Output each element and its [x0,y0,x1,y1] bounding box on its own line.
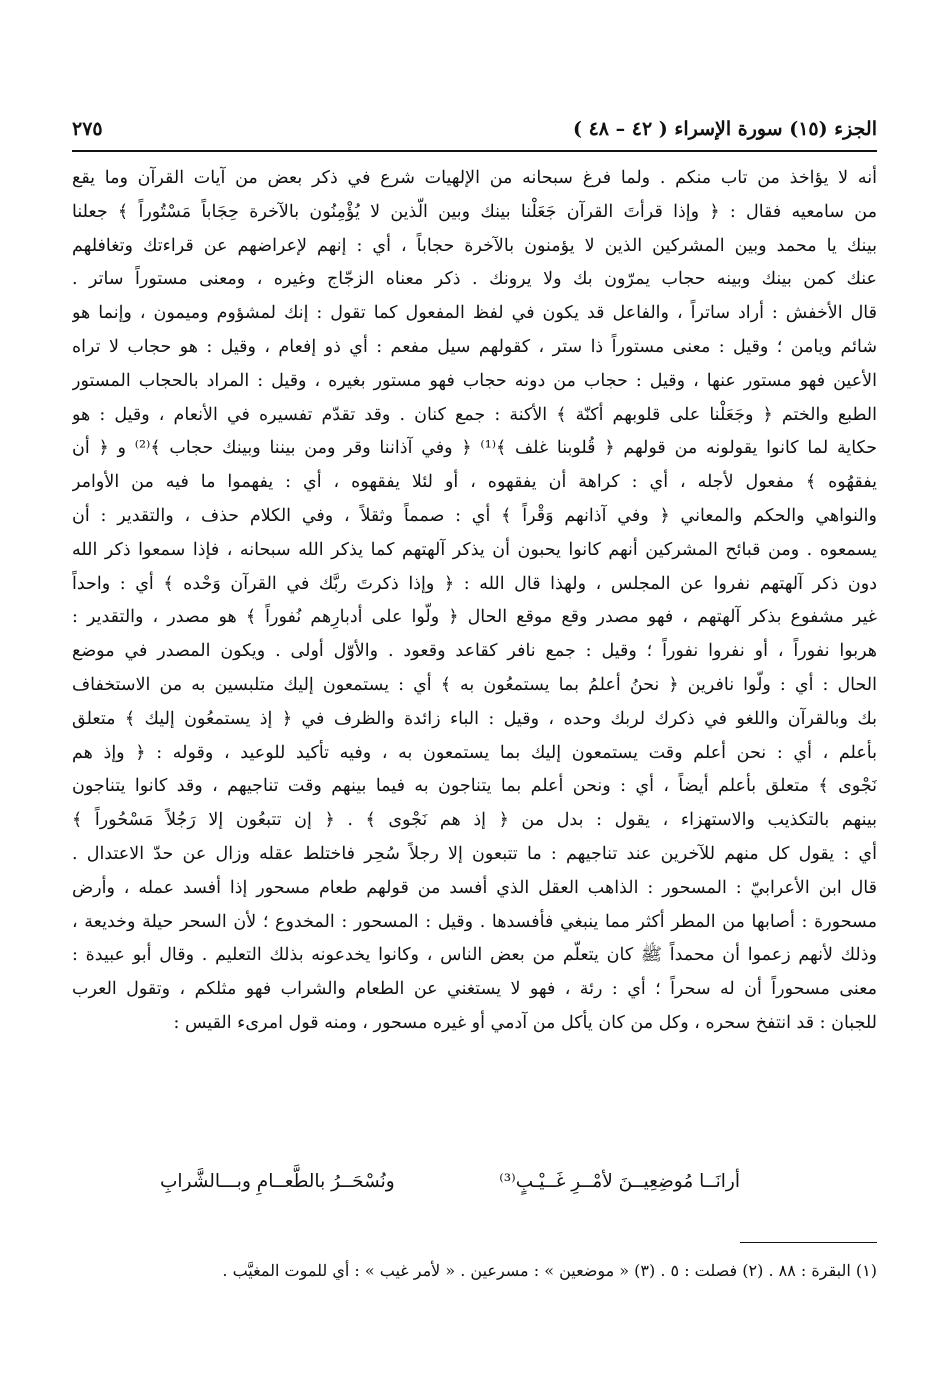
header-rule [72,150,877,152]
text-line: عنك كمن بينك وبينه حجاب يمرّون بك ولا يرونك . ذكر معناه الزجّاج وغيره ، ومعنى مستوراً ساتر . [72,269,877,290]
text-line: الطبع والختم ﴿ وجَعَلْنا على قلوبهم أكنّة ﴾ الأكنة : جمع كنان . وقد تقدّم تفسيره في الأنعام ، وقيل : هو [72,404,877,425]
text-line: دون ذكر آلهتهم نفروا عن المجلس ، ولهذا قال الله : ﴿ وإذا ذكرتَ ربَّك في القرآن وَحْده ﴾ أي : واحداً [72,573,877,594]
text-line: وذلك لأنهم زعموا أن محمداً ﷺ كان يتعلّم من بعض الناس ، وكانوا يخدعونه بذلك التعليم . وقال أبو عبيدة : [72,945,877,966]
page-number: ٢٧٥ [72,118,103,140]
text-line: غير مشفوع بذكر آلهتهم ، فهو مصدر وقع موقع الحال ﴿ ولّوا على أدبارِهم نُفوراً ﴾ هو مصدر ، والتقدير : [72,607,877,628]
text-line: قال ابن الأعرابيّ : المسحور : الذاهب العقل الذي أفسد من قولهم طعام مسحور إذا أفسد عمله ، وأرض [72,877,877,898]
running-header [72,114,877,144]
text-line: معنى مسحوراً أن له سحراً ؛ أي : رئة ، فهو لا يستغني عن الطعام والشراب فهو مثلكم ، وتقول العرب [72,979,877,1000]
text-line: أي : يقول كل منهم للآخرين عند تناجيهم : ما تتبعون إلا رجلاً سُحِر فاختلط عقله وزال عن حدّ الاعتدال . [72,843,877,864]
footnotes: (١) البقرة : ٨٨ . (٢) فصلت : ٥ . (٣) « موضعين » : مسرعين . « لأمر غيب » : أي للموت المغيَّب . [222,1261,877,1280]
footnote-rule [740,1242,877,1243]
text-line: بينك يا محمد وبين المشركين الذين لا يؤمنون بالآخرة حجاباً ، أي : إنهم لإعراضهم عن قراءتك وتغافلهم [72,235,877,256]
verse-second-hemistich: ونُسْحَــرُ بالطَّعــامِ وبـــالشَّرابِ [160,1170,395,1192]
running-title: الجزء (١٥) سورة الإسراء ( ٤٢ – ٤٨ ) [572,118,877,140]
text-line: أنه لا يؤاخذ من تاب منكم . ولما فرغ سبحانه من الإلهيات شرع في ذكر بعض من آيات القرآن وما يقع [72,168,877,188]
text-line: يسمعوه . ومن قبائح المشركين أنهم كانوا يحبون أن يذكر آلهتهم كما يذكر الله سبحانه ، فإذا سمعوا ذكر الله [72,539,877,560]
text-line: والنواهي والحكم والمعاني ﴿ وفي آذانهم وَقْراً ﴾ أي : صمماً وثقلاً ، وفي الكلام حذف ، والتقدير : أن [72,505,877,526]
text-line: بك وبالقرآن واللغو في ذكرك لربك وحده ، وقيل : الباء زائدة والظرف في ﴿ إذ يستمعُون إليك ﴾ متعلق [72,708,877,729]
text-line: قال الأخفش : أراد ساتراً ، والفاعل قد يكون في لفظ المفعول كما تقول : إنك لمشؤوم وميمون ، وإنما هو [72,303,877,324]
text-line: يفقهُوه ﴾ مفعول لأجله ، أي : كراهة أن يفقهوه ، أو لئلا يفقهوه ، أي : يفهموا ما فيه من الأوامر [72,472,877,493]
text-line: من سامعيه فقال : ﴿ وإذا قرأتَ القرآن جَعَلْنا بينك وبين الّذين لا يُؤْمِنُون بالآخرة حِجَاباً مَسْتُوراً ﴾ جعلنا [72,201,877,222]
text-line: الأعين فهو مستور عنها ، وقيل : حجاب من دونه حجاب فهو مستور بغيره ، وقيل : المراد بالحجاب المستور [72,370,877,391]
text-line: شائم ويامن ؛ وقيل : معنى مستوراً ذا ستر ، كقولهم سيل مفعم : أي ذو إفعام ، وقيل : هو حجاب لا تراه [72,336,877,357]
poetry-verse [160,1163,740,1199]
text-line: حكاية لما كانوا يقولونه من قولهم ﴿ قُلوبنا غلف ﴾⁽¹⁾ ﴿ وفي آذاننا وقر ومن بيننا وبينك حجاب ﴾⁽²⁾ و ﴿ أن [72,438,877,459]
verse-first-hemistich: أرانَــا مُوضِعِيــنَ لأمْــرِ غَــيْـبٍ⁽³⁾ [499,1170,740,1192]
text-line: هربوا نفوراً ، أو نفروا نفوراً ؛ وقيل : جمع نافر كقاعد وقعود . والأوّل أولى . ويكون المصدر في موضع [72,641,877,662]
text-line: الحال : أي : ولّوا نافرين ﴿ نحنُ أعلمُ بما يستمعُون به ﴾ أي : يستمعون إليك متلبسين به من الاستخفاف [72,674,877,695]
text-line: بينهم بالتكذيب والاستهزاء ، يقول : بدل من ﴿ إذ هم نَجْوى ﴾ . ﴿ إن تتبعُون إلا رَجُلاً مَسْحُوراً ﴾ [72,810,877,831]
text-line: بأعلم ، أي : نحن أعلم وقت يستمعون إليك بما يستمعون به ، وفيه تأكيد للوعيد ، وقوله : ﴿ وإذ هم [72,742,877,763]
main-text [72,162,877,1041]
text-line: للجبان : قد انتفخ سحره ، وكل من كان يأكل من آدمي أو غيره مسحور ، ومنه قول امرىء القيس : [173,1012,877,1033]
text-line: نَجْوى ﴾ متعلق بأعلم أيضاً ، أي : ونحن أعلم بما يتناجون به فيما بينهم وقت تناجيهم ، وقد كانوا يتناجون [72,776,877,797]
text-line: مسحورة : أصابها من المطر أكثر مما ينبغي فأفسدها . وقيل : المسحور : المخدوع ؛ لأن السحر حيلة وخديعة ، [72,911,877,932]
